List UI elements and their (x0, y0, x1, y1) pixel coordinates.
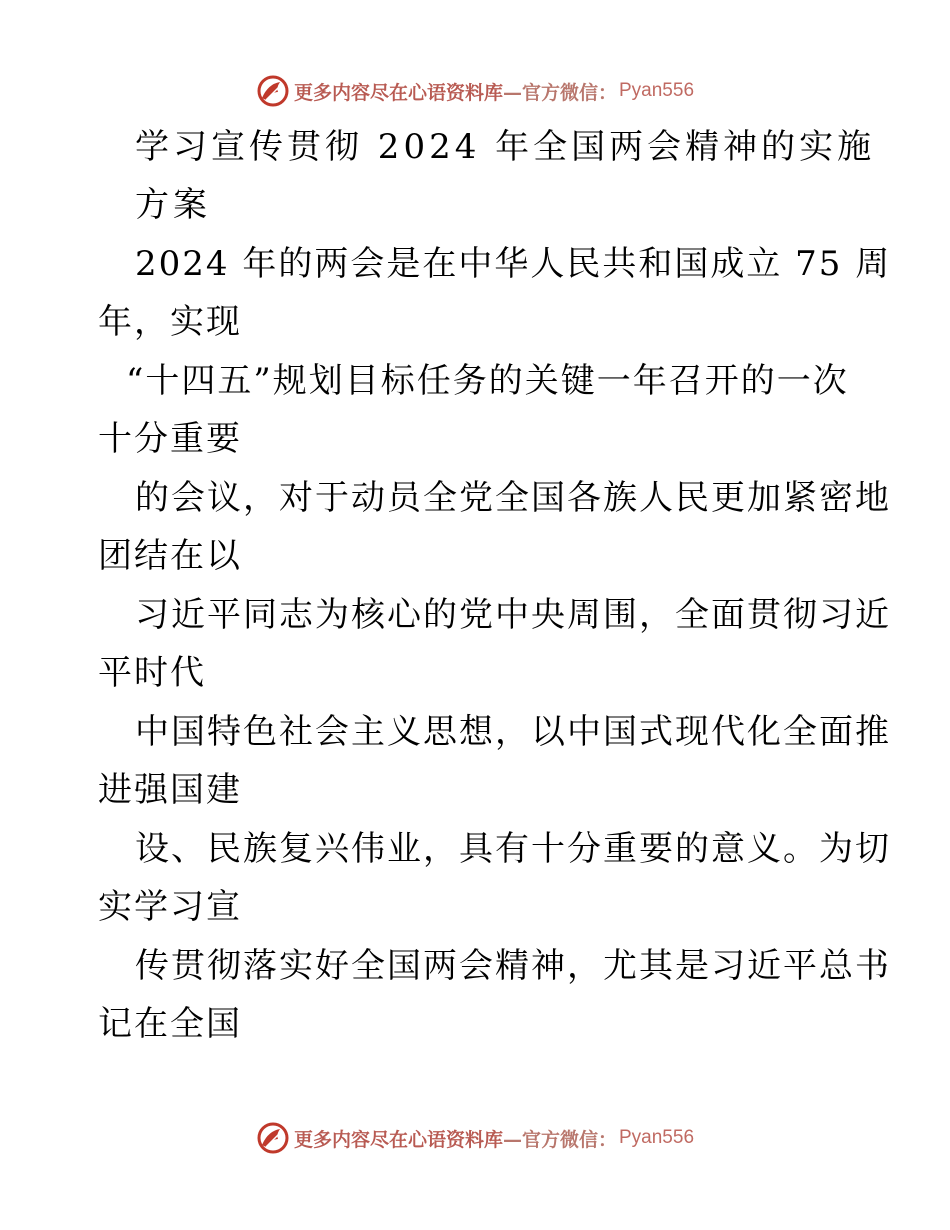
watermark-sub-text: —官方微信： (502, 81, 617, 104)
pen-logo-icon (256, 74, 290, 108)
document-title-line-2: 方案 (135, 185, 211, 225)
paragraph-line: 团结在以 (98, 536, 242, 576)
paragraph-line: 设、民族复兴伟业，具有十分重要的意义。为切 (135, 829, 891, 869)
document-title-line-1: 学习宣传贯彻 2024 年全国两会精神的实施 (135, 127, 876, 167)
watermark-sub-text: —官方微信： (502, 1128, 617, 1151)
paragraph-line: 习近平同志为核心的党中央周围，全面贯彻习近 (135, 595, 891, 635)
paragraph-line: 记在全国 (98, 1004, 242, 1044)
paragraph-line: “十四五”规划目标任务的关键一年召开的一次 (126, 361, 849, 401)
watermark-main-text: 更多内容尽在心语资料库 (293, 1128, 503, 1151)
paragraph-line: 平时代 (98, 653, 206, 693)
paragraph-line: 2024 年的两会是在中华人民共和国成立 75 周 (135, 244, 892, 284)
footer-watermark (0, 1118, 950, 1158)
paragraph-line: 年，实现 (98, 302, 242, 342)
header-watermark (0, 71, 950, 111)
paragraph-line: 实学习宣 (98, 887, 242, 927)
watermark-main-text: 更多内容尽在心语资料库 (293, 81, 503, 104)
paragraph-line: 十分重要 (98, 419, 242, 459)
paragraph-line: 中国特色社会主义思想，以中国式现代化全面推 (135, 712, 891, 752)
watermark-wechat-id: Pyan556 (619, 1127, 695, 1148)
paragraph-line: 进强国建 (98, 770, 242, 810)
paragraph-line: 的会议，对于动员全党全国各族人民更加紧密地 (135, 478, 891, 518)
paragraph-line: 传贯彻落实好全国两会精神，尤其是习近平总书 (135, 946, 891, 986)
pen-logo-icon (256, 1121, 290, 1155)
watermark-wechat-id: Pyan556 (619, 80, 695, 101)
